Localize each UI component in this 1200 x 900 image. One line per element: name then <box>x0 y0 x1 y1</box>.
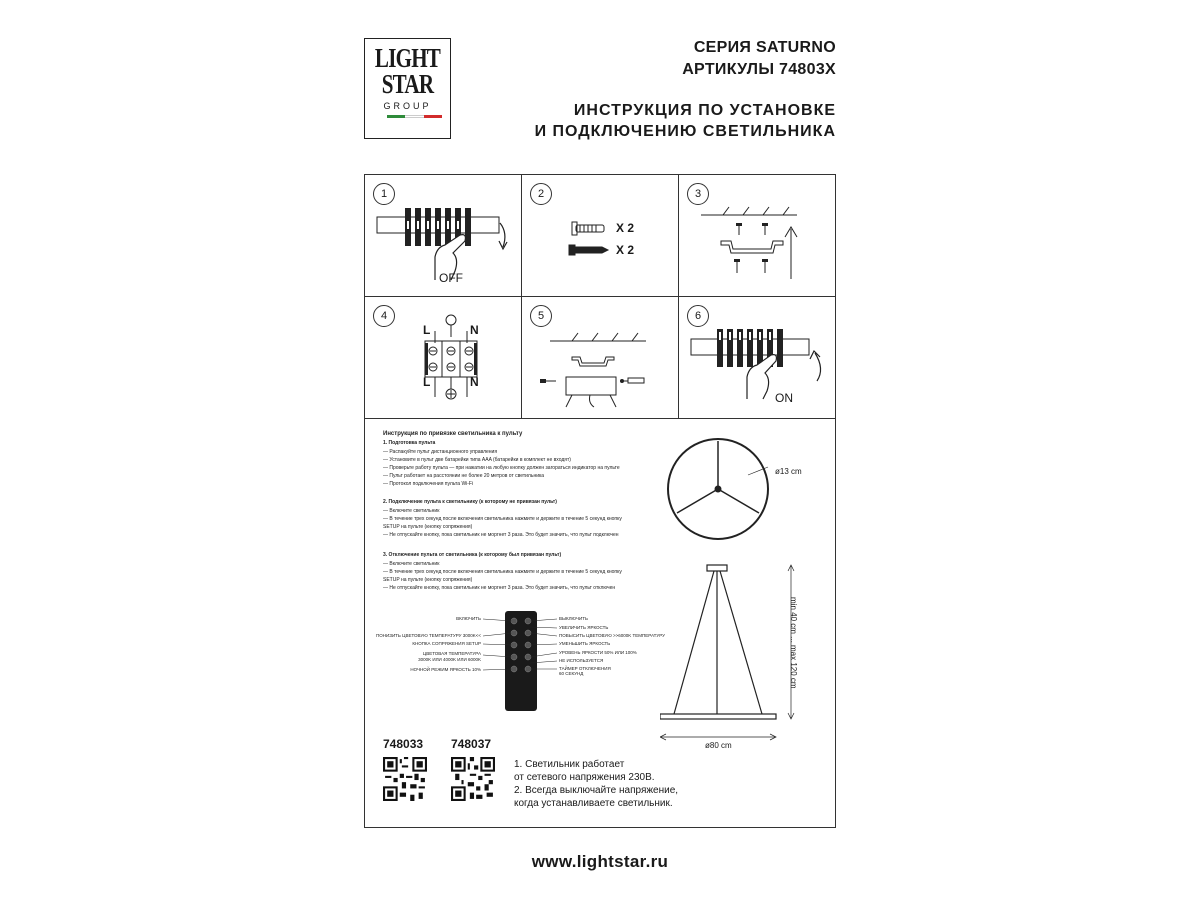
text-line: — Распакуйте пульт дистанционного управления <box>383 449 498 455</box>
text-line: — Проверьте работу пульта — при нажатии на любую кнопку должен загораться индикатор на пульте <box>383 465 620 471</box>
step-number: 5 <box>530 305 552 327</box>
live-top-label: L <box>423 323 431 337</box>
qr-code-748033 <box>383 757 427 801</box>
remote-instructions-title: Инструкция по привязке светильника к пульту <box>383 431 523 437</box>
text-line: SETUP на пульте (кнопку сопряжения) <box>383 577 473 583</box>
article-code-b: 748037 <box>451 737 492 751</box>
remote-label-left: ПОНИЗИТЬ ЦВЕТОВУЮ ТЕМПЕРАТУРУ 3000K<< <box>376 633 481 638</box>
remote-label-right: НЕ ИСПОЛЬЗУЕТСЯ <box>559 658 604 663</box>
neutral-bottom-label: N <box>470 375 479 389</box>
remote-label-right: УВЕЛИЧИТЬ ЯРКОСТЬ <box>559 625 609 630</box>
screw-quantity: X 2 <box>616 243 635 257</box>
step-number: 3 <box>687 183 709 205</box>
logo-line-3: GROUP <box>383 101 432 111</box>
remote-label-left: КНОПКА СОПРЯЖЕНИЯ SETUP <box>412 641 481 646</box>
remote-label-left: 3000K ИЛИ 4000K ИЛИ 6000K <box>418 657 481 662</box>
section-2-title: 2. Подключение пульта к светильнику (к которому не привязан пульт) <box>383 499 557 505</box>
text-line: — Протокол подключения пульта Wi-Fi <box>383 481 474 487</box>
off-label: OFF <box>439 271 463 285</box>
remote-label-right: ПОВЫСИТЬ ЦВЕТОВУЮ >>6000K ТЕМПЕРАТУРУ <box>559 633 666 638</box>
step-number: 6 <box>687 305 709 327</box>
remote-label-right: 60 СЕКУНД <box>559 671 584 676</box>
text-line: — Пульт работает на расстоянии не более 20 метров от светильника <box>383 473 545 479</box>
neutral-top-label: N <box>470 323 479 337</box>
safety-note-line: 2. Всегда выключайте напряжение, <box>514 785 679 796</box>
remote-label-left: ЦВЕТОВАЯ ТЕМПЕРАТУРА <box>422 651 481 656</box>
luminaire-dimension-drawing <box>660 437 835 759</box>
ring-diameter-label: ø80 cm <box>705 741 732 750</box>
remote-and-dimensions-panel <box>365 419 835 827</box>
text-line: — Включите светильник <box>383 508 440 514</box>
mounting-bracket-illustration <box>679 175 835 296</box>
step-6-panel <box>679 297 835 419</box>
step-4-panel <box>365 297 522 419</box>
safety-note-line: 1. Светильник работает <box>514 759 625 770</box>
step-3-panel <box>679 175 835 297</box>
canopy-mounting-illustration <box>522 297 678 418</box>
text-line: — В течение трех секунд после включения светильника нажмите и держите в течение 5 секунд кнопку <box>383 516 622 522</box>
remote-label-right: УМЕНЬШИТЬ ЯРКОСТЬ <box>559 641 611 646</box>
height-range-label: min 40 cm ... max 120 cm <box>789 597 798 689</box>
text-line: — Не отпускайте кнопку, пока светильник не моргнет 3 раза. Это будет значить, что пульт подключен <box>383 532 619 538</box>
text-line: — В течение трех секунд после включения светильника нажмите и держите в течение 5 секунд кнопку <box>383 569 622 575</box>
section-1-title: 1. Подготовка пульта <box>383 440 436 446</box>
remote-label-left: ВКЛЮЧИТЬ <box>456 616 481 621</box>
article-code-a: 748033 <box>383 737 424 751</box>
dowel-and-screw-illustration <box>522 175 678 296</box>
dowel-quantity: X 2 <box>616 221 635 235</box>
remote-label-right: ВЫКЛЮЧИТЬ <box>559 616 588 621</box>
instruction-grid <box>364 174 836 828</box>
italian-flag-stripe <box>387 115 442 118</box>
live-bottom-label: L <box>423 375 431 389</box>
series-title: СЕРИЯ SATURNO <box>693 39 836 56</box>
step-5-panel <box>522 297 679 419</box>
step-number: 1 <box>373 183 395 205</box>
safety-note-line: когда устанавливаете светильник. <box>514 798 673 809</box>
breaker-on-illustration <box>679 297 835 418</box>
section-3-title: 3. Отключение пульта от светильника (к которому был привязан пульт) <box>383 552 562 558</box>
brand-logo <box>364 38 451 139</box>
instruction-title-1: ИНСТРУКЦИЯ ПО УСТАНОВКЕ <box>573 102 836 119</box>
on-label: ON <box>775 391 793 405</box>
website-link[interactable]: www.lightstar.ru <box>531 852 669 871</box>
qr-code-748037 <box>451 757 495 801</box>
remote-label-right: ТАЙМЕР ОТКЛЮЧЕНИЯ <box>559 666 611 671</box>
step-number: 2 <box>530 183 552 205</box>
remote-label-left: НОЧНОЙ РЕЖИМ ЯРКОСТЬ 10% <box>410 667 481 672</box>
articles-title: АРТИКУЛЫ 74803X <box>682 61 836 78</box>
canopy-diameter-label: ø13 cm <box>775 467 802 476</box>
logo-line-2: STAR <box>381 69 434 99</box>
step-1-panel <box>365 175 522 297</box>
text-line: — Включите светильник <box>383 561 440 567</box>
text-line: SETUP на пульте (кнопку сопряжения) <box>383 524 473 530</box>
text-line: — Установите в пульт две батарейки типа AAA (батарейки в комплект не входят) <box>383 457 571 463</box>
step-2-panel <box>522 175 679 297</box>
instruction-title-2: И ПОДКЛЮЧЕНИЮ СВЕТИЛЬНИКА <box>534 123 836 140</box>
step-number: 4 <box>373 305 395 327</box>
terminal-block-wiring-illustration <box>365 297 521 418</box>
safety-note-line: от сетевого напряжения 230В. <box>514 772 655 783</box>
remote-label-right: УРОВЕНЬ ЯРКОСТИ 50% ИЛИ 100% <box>559 650 637 655</box>
text-line: — Не отпускайте кнопку, пока светильник не моргнет 3 раза. Это будет значить, что пульт отключен <box>383 585 616 591</box>
logo-line-1: LIGHT <box>374 43 441 73</box>
